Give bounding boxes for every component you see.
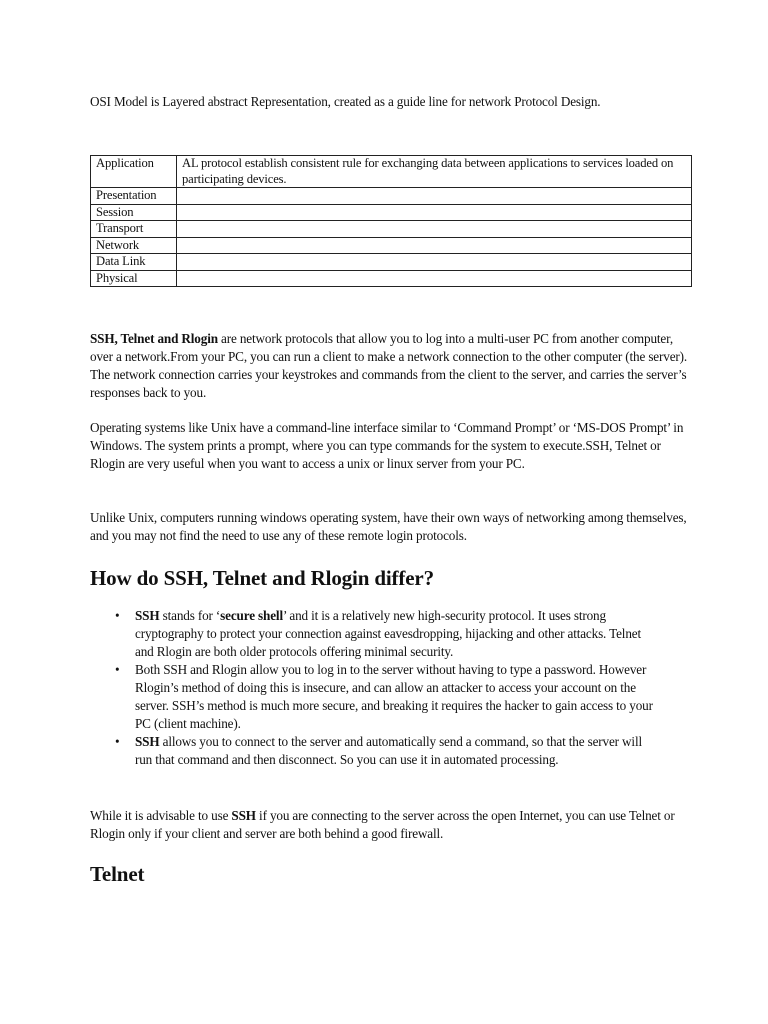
table-row [91,188,692,205]
layer-name-cell: Data Link [91,254,177,271]
layer-description-cell [177,221,692,238]
list-item [90,607,660,661]
protocols-bold-lead: SSH, Telnet and Rlogin [90,331,218,346]
bullet-icon: • [115,734,120,749]
layer-description-cell [177,188,692,205]
table-row [91,221,692,238]
list-item-text: Both SSH and Rlogin allow you to log in to the server without having to type a password. However Rlogin’s method of doing this is insecure, and can allow an attacker to access your account on the server. SSH’s method is much more secure, and breaking it requires the hacker to gain access to your PC (client machine). [135,662,653,731]
layer-description-cell [177,204,692,221]
paragraph-text: if you are connecting to the server across the open Internet, you can use Telnet or Rlogin only if your client and server are both behind a good firewall. [90,808,675,841]
protocols-intro-text: are network protocols that allow you to log into a multi-user PC from another computer, over a network.From your PC, you can run a client to make a network connection to the other computer (the server). The network connection carries your keystrokes and commands from the client to the server, and carries the server’s responses back to you. [90,331,688,400]
list-item-text: ’ and it is a relatively new high-security protocol. It uses strong cryptography to protect your connection against eavesdropping, hijacking and other attacks. Telnet and Rlogin are both older protocols offering minimal security. [135,608,641,659]
layer-description-cell [177,237,692,254]
ssh-bold: SSH [231,808,256,823]
table-row [91,204,692,221]
ssh-bold: SSH [135,608,160,623]
layer-name-cell: Network [91,237,177,254]
layer-name-cell: Physical [91,270,177,287]
paragraph-text: While it is advisable to use [90,808,232,823]
firewall-advice-paragraph [90,807,690,843]
layer-name-cell: Presentation [91,188,177,205]
layer-name-cell: Application [91,156,177,188]
list-item-text: stands for ‘ [159,608,221,623]
differences-list [90,607,660,769]
telnet-heading: Telnet [90,862,145,886]
layer-description-cell [177,254,692,271]
table-row [91,254,692,271]
layer-description-cell: AL protocol establish consistent rule for exchanging data between applications to services loaded on participating devices. [177,156,692,188]
table-row [91,237,692,254]
layer-name-cell: Session [91,204,177,221]
secure-shell-bold: secure shell [220,608,283,623]
table-row [91,270,692,287]
differ-heading: How do SSH, Telnet and Rlogin differ? [90,566,434,590]
bullet-icon: • [115,662,120,677]
windows-networking-paragraph: Unlike Unix, computers running windows operating system, have their own ways of networking among themselves, and you may not find the need to use any of these remote login protocols. [90,510,687,543]
layer-name-cell: Transport [91,221,177,238]
bullet-icon: • [115,608,120,623]
list-item [90,733,660,769]
layer-description-cell [177,270,692,287]
intro-text: OSI Model is Layered abstract Representation, created as a guide line for network Protocol Design. [90,94,601,109]
protocols-intro-paragraph [90,330,690,402]
table-row [91,156,692,188]
list-item [90,661,660,733]
ssh-bold: SSH [135,734,160,749]
list-item-text: allows you to connect to the server and automatically send a command, so that the server will run that command and then disconnect. So you can use it in automated processing. [135,734,642,767]
unix-cli-paragraph: Operating systems like Unix have a command-line interface similar to ‘Command Prompt’ or ‘MS-DOS Prompt’ in Windows. The system prints a prompt, where you can type commands for the system to execute.SSH, Telnet or Rlogin are very useful when you want to access a unix or linux server from your PC. [90,420,684,471]
osi-layer-table [90,155,692,287]
